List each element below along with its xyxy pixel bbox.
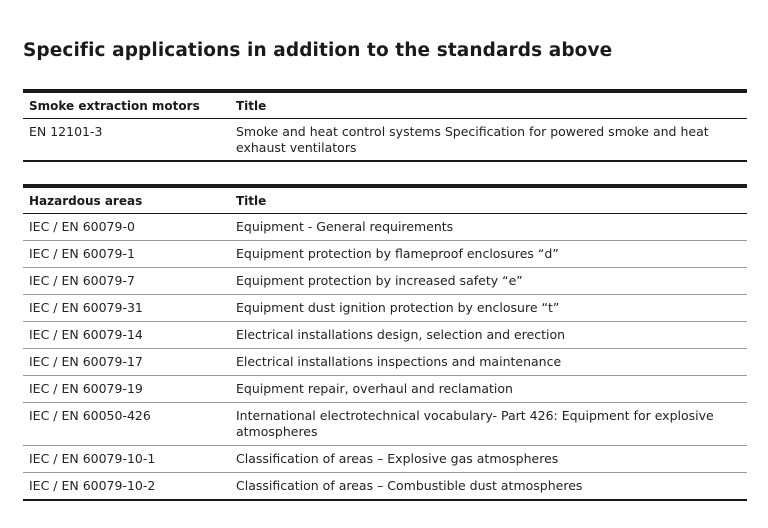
table-row: [23, 322, 747, 349]
title-cell: Equipment - General requirements: [230, 214, 747, 241]
title-cell: Electrical installations design, selection and erection: [230, 322, 747, 349]
title-cell: Classification of areas – Combustible dust atmospheres: [230, 473, 747, 501]
smoke-extraction-table: [23, 89, 747, 162]
standard-cell: IEC / EN 60050-426: [23, 403, 230, 446]
standard-cell: IEC / EN 60079-0: [23, 214, 230, 241]
standard-cell: IEC / EN 60079-1: [23, 241, 230, 268]
title-cell: Equipment protection by increased safety “e”: [230, 268, 747, 295]
standard-cell: IEC / EN 60079-7: [23, 268, 230, 295]
table-row: [23, 295, 747, 322]
column-header-title: Title: [230, 91, 747, 119]
table-row: [23, 473, 747, 501]
table-row: [23, 403, 747, 446]
table-row: [23, 241, 747, 268]
title-cell: Equipment dust ignition protection by enclosure “t”: [230, 295, 747, 322]
column-header-title: Title: [230, 186, 747, 214]
table-header-row: [23, 91, 747, 119]
table-row: [23, 349, 747, 376]
table-header-row: [23, 186, 747, 214]
title-cell: Equipment protection by flameproof enclosures “d”: [230, 241, 747, 268]
hazardous-areas-table: [23, 184, 747, 501]
standard-cell: IEC / EN 60079-17: [23, 349, 230, 376]
table-row: [23, 446, 747, 473]
title-cell: Equipment repair, overhaul and reclamation: [230, 376, 747, 403]
standard-cell: IEC / EN 60079-10-1: [23, 446, 230, 473]
table-row: [23, 268, 747, 295]
title-cell: International electrotechnical vocabulary- Part 426: Equipment for explosive atmospheres: [230, 403, 747, 446]
column-header-category: Hazardous areas: [23, 186, 230, 214]
title-cell: Electrical installations inspections and maintenance: [230, 349, 747, 376]
table-row: [23, 119, 747, 162]
standard-cell: IEC / EN 60079-31: [23, 295, 230, 322]
standard-cell: IEC / EN 60079-10-2: [23, 473, 230, 501]
column-header-category: Smoke extraction motors: [23, 91, 230, 119]
table-row: [23, 376, 747, 403]
standard-cell: IEC / EN 60079-14: [23, 322, 230, 349]
table-row: [23, 214, 747, 241]
section-heading: Specific applications in addition to the standards above: [23, 40, 613, 61]
standard-cell: IEC / EN 60079-19: [23, 376, 230, 403]
standard-cell: EN 12101-3: [23, 119, 230, 162]
title-cell: Classification of areas – Explosive gas atmospheres: [230, 446, 747, 473]
title-cell: Smoke and heat control systems Specification for powered smoke and heat exhaust ventilators: [230, 119, 747, 162]
